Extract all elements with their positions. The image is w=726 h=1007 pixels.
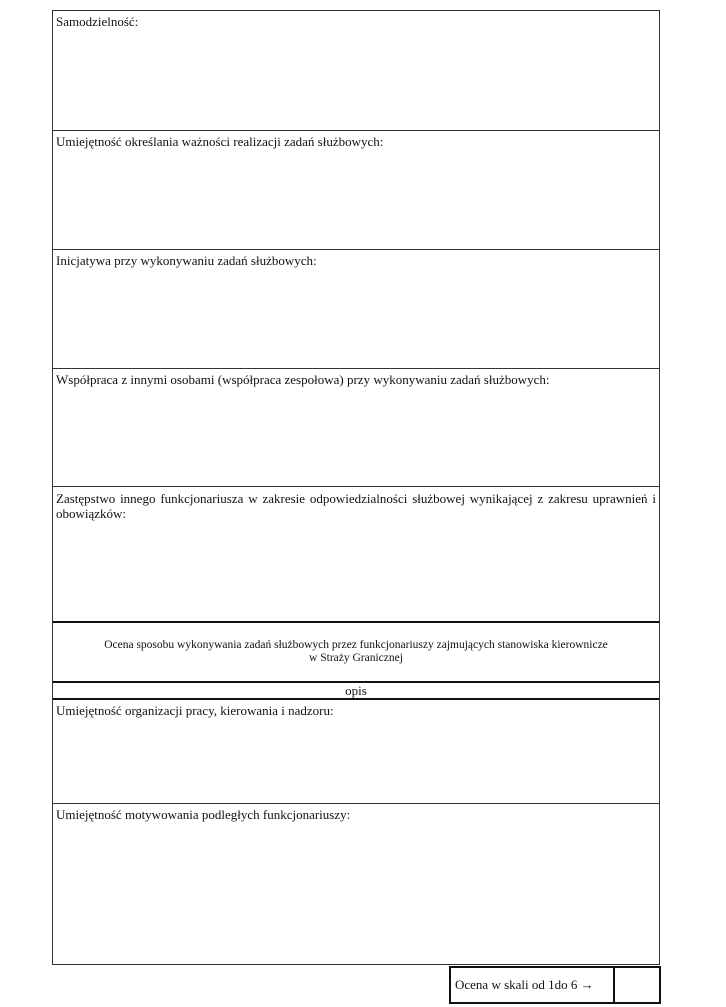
managerial-section-header xyxy=(53,621,659,683)
section-motywowanie[interactable] xyxy=(53,804,659,964)
section-wspolpraca[interactable] xyxy=(53,369,659,487)
header-line-2: w Straży Granicznej xyxy=(309,652,403,664)
score-label: Ocena w skali od 1do 6 → xyxy=(451,968,615,1002)
section-zastepstwo[interactable] xyxy=(53,487,659,621)
evaluation-form xyxy=(52,10,660,965)
section-samodzielnosc[interactable] xyxy=(53,11,659,131)
section-inicjatywa[interactable] xyxy=(53,250,659,369)
section-label: Inicjatywa przy wykonywaniu zadań służbowych: xyxy=(56,253,317,268)
score-row xyxy=(449,966,661,1004)
opis-text: opis xyxy=(345,683,367,698)
section-label: Zastępstwo innego funkcjonariusza w zakresie odpowiedzialności służbowej wynikającej z zakresu uprawnień i obowiązków: xyxy=(56,491,656,521)
section-label: Umiejętność określania ważności realizacji zadań służbowych: xyxy=(56,134,384,149)
section-organizacja-pracy[interactable] xyxy=(53,700,659,804)
section-label: Umiejętność motywowania podległych funkcjonariuszy: xyxy=(56,807,351,822)
score-input-box[interactable] xyxy=(615,968,659,1002)
section-label: Współpraca z innymi osobami (współpraca zespołowa) przy wykonywaniu zadań służbowych: xyxy=(56,372,550,387)
header-line-1: Ocena sposobu wykonywania zadań służbowych przez funkcjonariuszy zajmujących stanowiska kierownicze xyxy=(104,639,608,651)
section-umiejetnosc-okreslania[interactable] xyxy=(53,131,659,250)
section-label: Umiejętność organizacji pracy, kierowania i nadzoru: xyxy=(56,703,334,718)
opis-label xyxy=(53,683,659,700)
section-label: Samodzielność: xyxy=(56,14,139,29)
